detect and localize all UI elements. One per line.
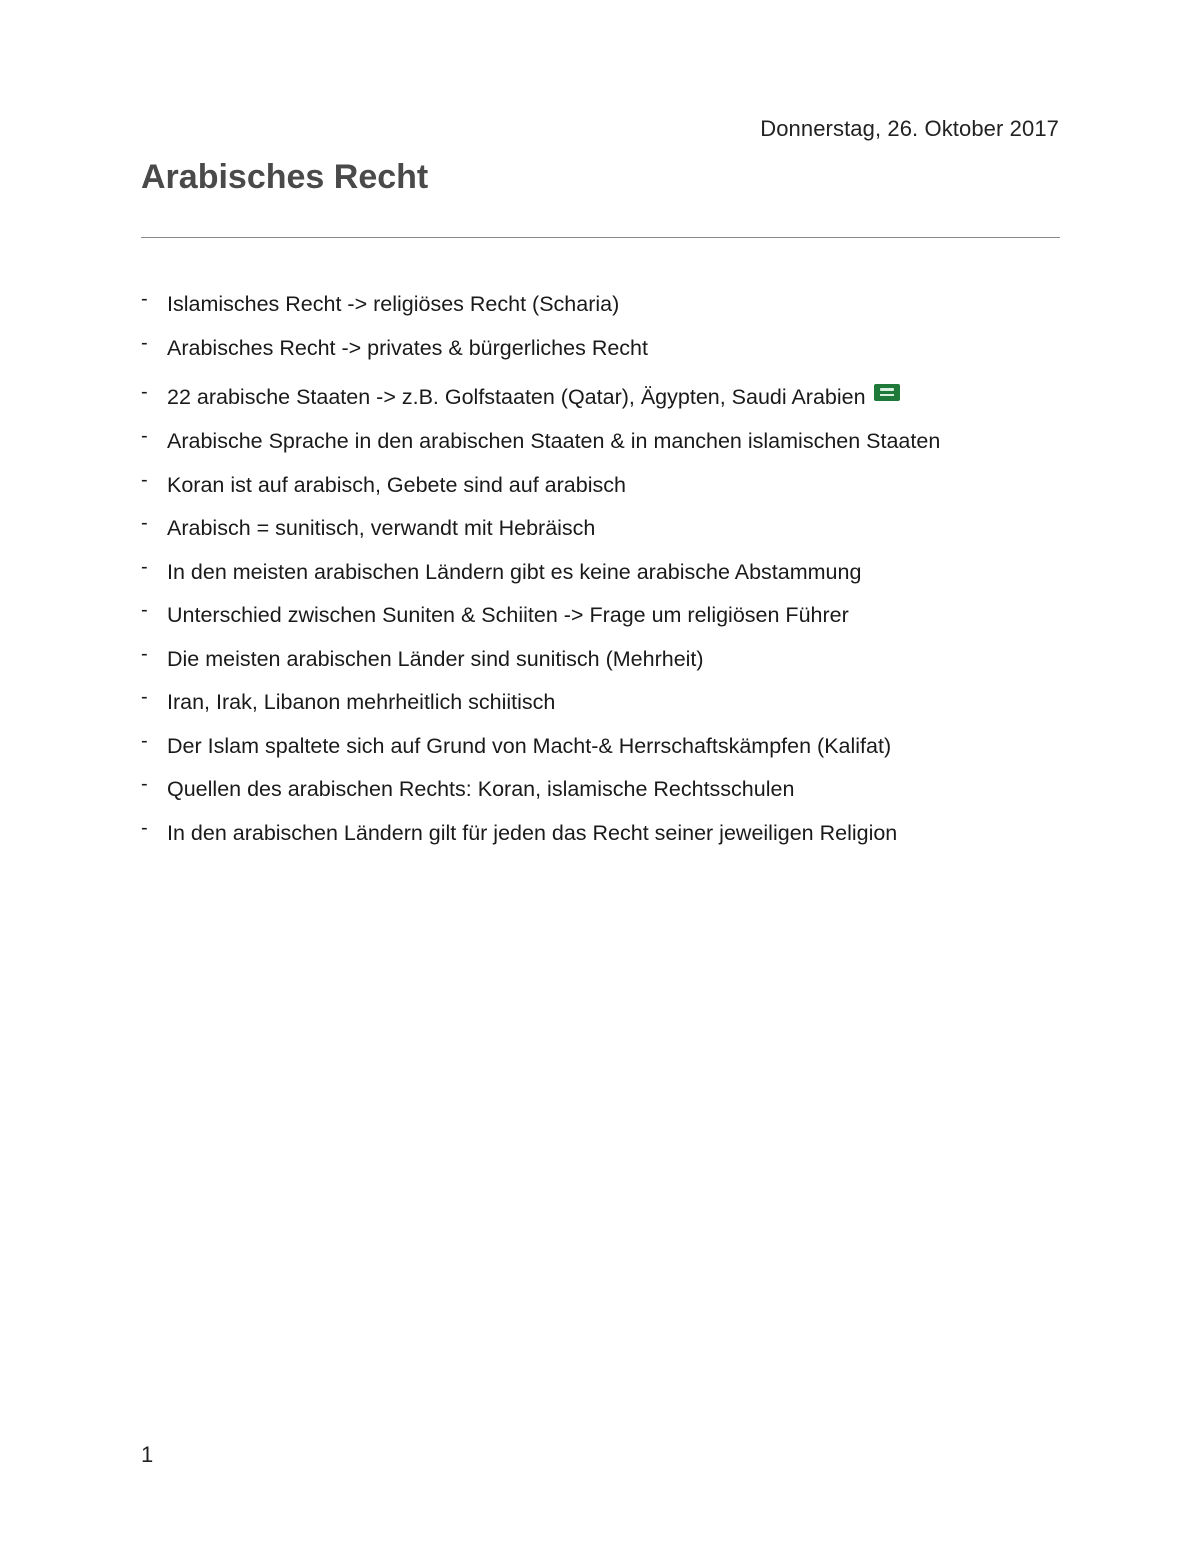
list-item-text: 22 arabische Staaten -> z.B. Golfstaaten (Qatar), Ägypten, Saudi Arabien [167, 385, 866, 409]
list-item-text: In den meisten arabischen Ländern gibt es keine arabische Abstammung [167, 559, 862, 584]
note-date: Donnerstag, 26. Oktober 2017 [760, 116, 1059, 141]
list-item-text: Arabisches Recht -> privates & bürgerliches Recht [167, 335, 648, 360]
bullet-dash: - [141, 288, 148, 310]
list-item [141, 513, 1060, 557]
list-item-text: Quellen des arabischen Rechts: Koran, islamische Rechtsschulen [167, 777, 795, 801]
bullet-list [141, 289, 1060, 861]
list-item-text: Islamisches Recht -> religiöses Recht (Scharia) [167, 292, 620, 316]
saudi-arabia-flag-icon [874, 384, 900, 401]
list-item-text: Arabisch = sunitisch, verwandt mit Hebräisch [167, 516, 596, 540]
list-item [141, 600, 1060, 644]
list-item-text: Unterschied zwischen Suniten & Schiiten -> Frage um religiösen Führer [167, 603, 849, 627]
list-item [141, 376, 1060, 426]
list-item [141, 687, 1060, 731]
bullet-dash: - [141, 331, 148, 354]
bullet-dash: - [141, 729, 148, 752]
list-item-text: Koran ist auf arabisch, Gebete sind auf arabisch [167, 472, 626, 497]
page-title: Arabisches Recht [141, 158, 429, 196]
bullet-dash: - [141, 686, 148, 708]
bullet-dash: - [141, 468, 148, 491]
list-item [141, 557, 1060, 601]
bullet-dash: - [141, 512, 148, 534]
page-number: 1 [141, 1442, 154, 1467]
list-item-text: Arabische Sprache in den arabischen Staaten & in manchen islamischen Staaten [167, 429, 941, 453]
bullet-dash: - [141, 599, 148, 621]
list-item-text: Der Islam spaltete sich auf Grund von Macht-& Herrschaftskämpfen (Kalifat) [167, 733, 892, 758]
list-item [141, 333, 1060, 377]
list-item [141, 818, 1060, 862]
list-item [141, 426, 1060, 470]
title-divider [141, 237, 1060, 238]
bullet-dash: - [141, 555, 148, 578]
list-item [141, 289, 1060, 333]
list-item-text: Die meisten arabischen Länder sind sunitisch (Mehrheit) [167, 646, 704, 671]
list-item [141, 774, 1060, 818]
bullet-dash: - [141, 642, 148, 665]
list-item [141, 731, 1060, 775]
list-item-text: Iran, Irak, Libanon mehrheitlich schiitisch [167, 690, 556, 714]
bullet-dash: - [141, 773, 148, 795]
bullet-dash: - [141, 816, 148, 839]
bullet-dash: - [141, 381, 148, 403]
bullet-dash: - [141, 425, 148, 447]
list-item [141, 644, 1060, 688]
list-item-text: In den arabischen Ländern gilt für jeden das Recht seiner jeweiligen Religion [167, 820, 898, 845]
list-item [141, 470, 1060, 514]
